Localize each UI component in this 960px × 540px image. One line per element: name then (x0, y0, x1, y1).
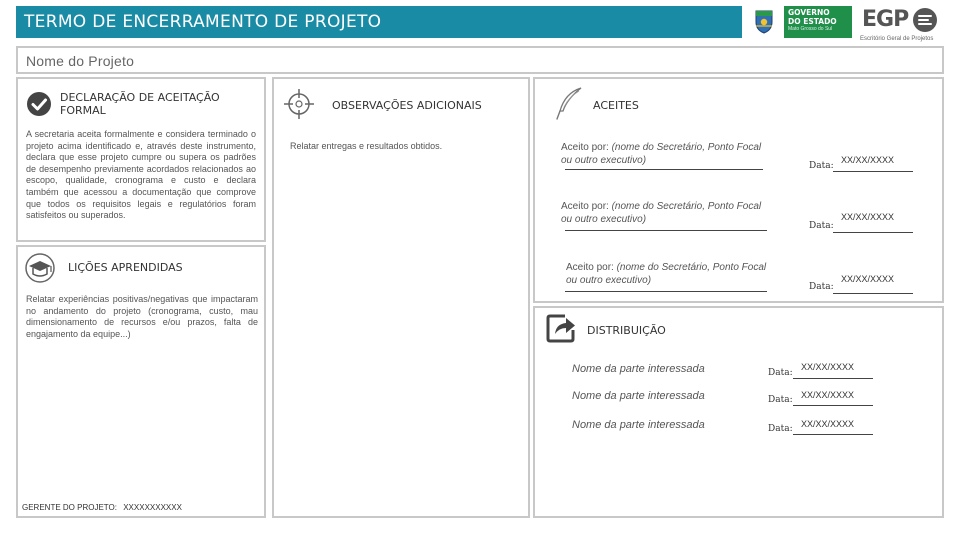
parte-interessada: Nome da parte interessada (572, 363, 705, 375)
distribuicao-panel (533, 306, 944, 518)
observacoes-text: Relatar entregas e resultados obtidos. (290, 141, 443, 151)
date-line (833, 293, 913, 294)
declaracao-title: DECLARAÇÃO DE ACEITAÇÃO FORMAL (60, 91, 220, 117)
date-line (793, 378, 873, 379)
signature-line (565, 291, 767, 292)
page-title: TERMO DE ENCERRAMENTO DE PROJETO (24, 12, 382, 32)
project-name-label: Nome do Projeto (26, 53, 135, 69)
aceites-panel (533, 77, 944, 303)
signature-line (565, 169, 763, 170)
distribuicao-title: DISTRIBUIÇÃO (587, 324, 666, 337)
aceito-por-1 (561, 141, 773, 167)
aceito-who: (nome do Secretário, Ponto Focal ou outro executivo) (561, 142, 762, 166)
project-name-field[interactable] (16, 46, 944, 74)
aceito-who: (nome do Secretário, Ponto Focal ou outro executivo) (561, 201, 762, 225)
gov-logo-subtitle: Mato Grosso do Sul (788, 26, 833, 32)
date-value: XX/XX/XXXX (841, 274, 895, 284)
gov-logo-line1: GOVERNO (788, 8, 830, 17)
date-value: XX/XX/XXXX (801, 390, 855, 400)
aceito-por-3 (566, 261, 772, 287)
date-line (833, 232, 913, 233)
quill-pen-icon (553, 85, 585, 123)
parte-interessada: Nome da parte interessada (572, 419, 705, 431)
signature-line (565, 230, 767, 231)
gerente-label: GERENTE DO PROJETO: (22, 503, 117, 512)
egp-logo-subtitle: Escritório Geral de Projetos (860, 36, 934, 42)
gov-logo-line2: DO ESTADO (788, 16, 837, 26)
government-logo (784, 6, 852, 38)
aceito-prefix: Aceito por: (561, 142, 609, 153)
aceito-prefix: Aceito por: (561, 201, 609, 212)
aceito-por-2 (561, 200, 773, 226)
date-label: Data: (809, 221, 834, 231)
date-line (793, 434, 873, 435)
check-circle-icon (26, 91, 52, 117)
licoes-panel (16, 245, 266, 518)
aceito-prefix: Aceito por: (566, 262, 614, 273)
date-value: XX/XX/XXXX (841, 212, 895, 222)
observacoes-title: OBSERVAÇÕES ADICIONAIS (332, 99, 482, 112)
date-label: Data: (768, 368, 793, 378)
aceito-who: (nome do Secretário, Ponto Focal ou outro executivo) (566, 262, 767, 286)
date-line (793, 405, 873, 406)
date-label: Data: (809, 161, 834, 171)
date-value: XX/XX/XXXX (801, 419, 855, 429)
observacoes-panel (272, 77, 530, 518)
date-value: XX/XX/XXXX (841, 155, 895, 165)
date-label: Data: (768, 424, 793, 434)
parte-interessada: Nome da parte interessada (572, 390, 705, 402)
logos (748, 2, 948, 42)
egp-logo-text: EGP (862, 7, 909, 32)
date-value: XX/XX/XXXX (801, 362, 855, 372)
state-crest-icon (754, 8, 774, 34)
header-bar (16, 6, 742, 38)
declaracao-text: A secretaria aceita formalmente e considera terminado o projeto acima identificado e, através deste instrumento, declara que esse projeto cumpre ou supera os padrões de desempenho previamente acordados relacionados ao escopo, qualidade, cronograma e custo e declara também que acessou a documentação que comprove que todos os requisitos legais e regulatórios foram satisfeitos ou superados. (26, 129, 256, 221)
licoes-title: LIÇÕES APRENDIDAS (68, 261, 183, 274)
egp-badge-icon (912, 7, 938, 33)
crosshair-icon (282, 87, 316, 121)
licoes-text: Relatar experiências positivas/negativas que impactaram no andamento do projeto (cronograma, custo, mau dimensionamento de recursos e/ou prazos, falta de engajamento da equipe...) (26, 294, 258, 339)
share-icon (545, 312, 577, 344)
declaracao-panel (16, 77, 266, 242)
gerente-projeto (22, 503, 182, 512)
date-label: Data: (768, 395, 793, 405)
date-label: Data: (809, 282, 834, 292)
date-line (833, 171, 913, 172)
graduation-cap-icon (24, 253, 56, 283)
gerente-value: XXXXXXXXXXX (123, 503, 182, 512)
aceites-title: ACEITES (593, 99, 639, 112)
egp-logo (858, 4, 948, 44)
